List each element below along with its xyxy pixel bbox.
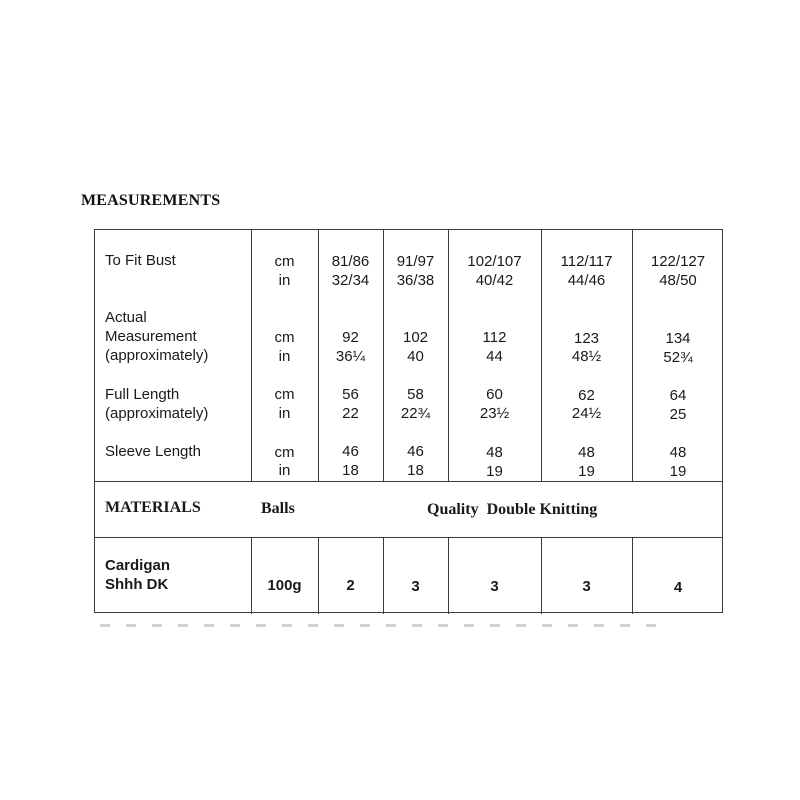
value-in: 52¾ — [663, 349, 693, 366]
row-label-actual: Measurement — [105, 328, 197, 345]
ball-count: 2 — [346, 577, 355, 594]
value-cm: 134 — [665, 330, 691, 347]
row-label-sleeve: Sleeve Length — [105, 443, 201, 460]
value-in: 19 — [578, 463, 595, 480]
size-cm: 112/117 — [560, 253, 613, 270]
value-in: 44 — [486, 348, 503, 365]
value-cm: 58 — [407, 386, 424, 403]
yarn-name: Cardigan — [105, 557, 171, 574]
value-in: 48½ — [571, 348, 602, 365]
column-divider — [632, 537, 633, 614]
size-in: 36/38 — [396, 272, 435, 289]
size-in: 40/42 — [475, 272, 514, 289]
unit-in: in — [278, 462, 291, 479]
measurements-table — [94, 229, 723, 613]
value-in: 40 — [407, 348, 424, 365]
value-in: 19 — [486, 463, 503, 480]
value-cm: 123 — [573, 330, 600, 347]
value-in: 18 — [342, 462, 359, 479]
row-label-bust: To Fit Bust — [105, 252, 176, 269]
ball-count: 3 — [411, 578, 420, 595]
size-cm: 91/97 — [396, 253, 435, 270]
size-in: 48/50 — [659, 272, 697, 289]
balls-label: Balls — [261, 500, 295, 517]
value-cm: 60 — [486, 386, 503, 403]
value-in: 19 — [669, 463, 687, 480]
unit-cm: cm — [274, 444, 295, 461]
column-divider — [541, 537, 542, 614]
value-cm: 46 — [342, 443, 359, 460]
unit-cm: cm — [274, 386, 295, 403]
column-divider — [383, 537, 384, 614]
value-cm: 64 — [669, 387, 687, 404]
row-divider — [95, 481, 722, 482]
size-cm: 122/127 — [650, 253, 706, 270]
value-in: 18 — [407, 462, 424, 479]
value-cm: 46 — [407, 443, 424, 460]
yarn-weight: 100g — [267, 577, 302, 594]
size-cm: 81/86 — [331, 253, 370, 270]
ball-count: 3 — [490, 578, 499, 595]
value-cm: 56 — [342, 386, 359, 403]
size-cm: 102/107 — [467, 253, 522, 270]
row-label-actual: (approximately) — [105, 347, 209, 364]
unit-in: in — [278, 348, 291, 365]
unit-cm: cm — [274, 253, 295, 270]
value-in: 25 — [669, 406, 687, 423]
materials-heading: MATERIALS — [105, 499, 201, 516]
value-in: 22 — [342, 405, 359, 422]
unit-in: in — [278, 405, 291, 422]
value-in: 23½ — [479, 405, 510, 422]
ball-count: 4 — [673, 579, 683, 596]
row-label-length: Full Length — [105, 386, 180, 403]
value-in: 36¼ — [335, 348, 366, 365]
quality-label: Quality Double Knitting — [427, 501, 598, 518]
row-divider — [95, 537, 722, 538]
cut-off-text-line — [100, 624, 660, 627]
value-in: 22¾ — [400, 405, 431, 422]
value-cm: 102 — [402, 329, 429, 346]
value-cm: 48 — [486, 444, 503, 461]
value-cm: 112 — [482, 329, 507, 346]
column-divider — [448, 537, 449, 614]
value-cm: 62 — [578, 387, 595, 404]
row-label-actual: Actual — [105, 309, 147, 326]
unit-in: in — [278, 272, 291, 289]
ball-count: 3 — [582, 578, 591, 595]
page-title: MEASUREMENTS — [81, 192, 221, 209]
row-label-length: (approximately) — [105, 405, 209, 422]
size-in: 44/46 — [567, 272, 606, 289]
value-cm: 48 — [669, 444, 687, 461]
value-cm: 48 — [578, 444, 595, 461]
size-in: 32/34 — [331, 272, 370, 289]
value-cm: 92 — [342, 329, 359, 346]
value-in: 24½ — [571, 405, 602, 422]
unit-cm: cm — [274, 329, 295, 346]
yarn-name: Shhh DK — [105, 576, 169, 593]
